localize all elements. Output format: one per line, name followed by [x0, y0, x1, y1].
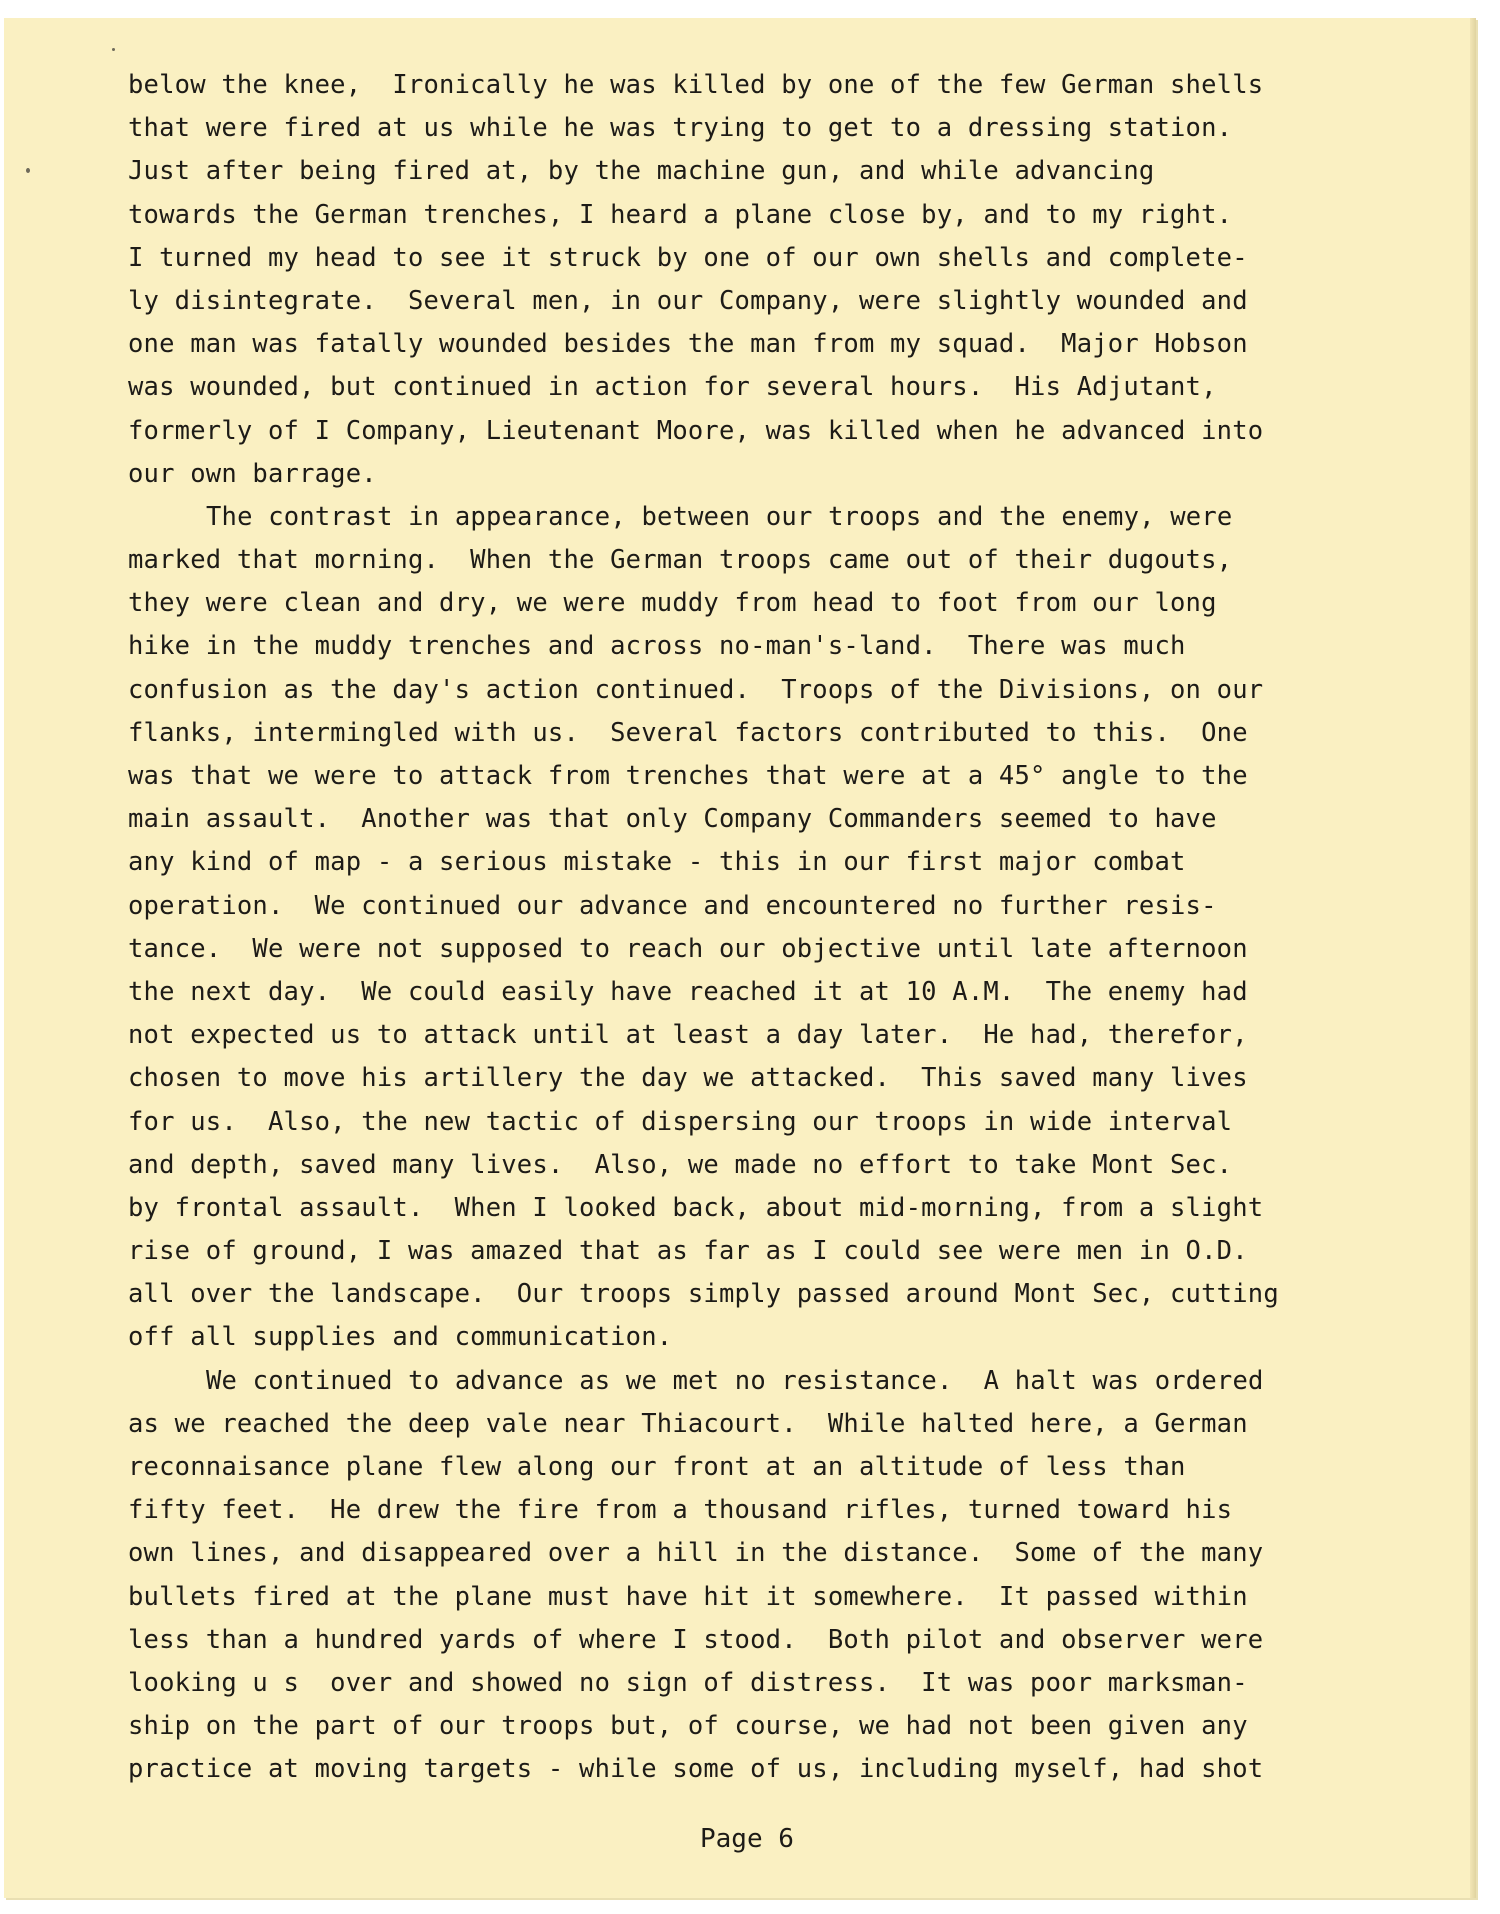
text-line: Just after being fired at, by the machine gun, and while advancing — [128, 156, 1155, 187]
text-line: was that we were to attack from trenches that were at a 45° angle to the — [128, 761, 1248, 791]
text-line: flanks, intermingled with us. Several factors contributed to this. One — [128, 717, 1248, 748]
text-line: towards the German trenches, I heard a plane close by, and to my right. — [128, 199, 1233, 230]
text-line: confusion as the day's action continued. Troops of the Divisions, on our — [128, 674, 1264, 705]
text-line: all over the landscape. Our troops simply passed around Mont Sec, cutting — [128, 1279, 1279, 1310]
text-line: operation. We continued our advance and encountered no further resis- — [128, 890, 1217, 921]
text-line: fifty feet. He drew the fire from a thousand rifles, turned toward his — [128, 1495, 1233, 1526]
text-line: ly disintegrate. Several men, in our Company, were slightly wounded and — [128, 285, 1248, 316]
text-line: hike in the muddy trenches and across no-man's-land. There was much — [128, 631, 1186, 662]
text-line: The contrast in appearance, between our troops and the enemy, were — [206, 501, 1233, 532]
text-line: ship on the part of our troops but, of course, we had not been given any — [128, 1711, 1248, 1742]
text-line: one man was fatally wounded besides the man from my squad. Major Hobson — [128, 329, 1248, 360]
text-line: and depth, saved many lives. Also, we made no effort to take Mont Sec. — [128, 1149, 1233, 1180]
text-line: as we reached the deep vale near Thiacourt. While halted here, a German — [128, 1408, 1248, 1439]
text-line: marked that morning. When the German troops came out of their dugouts, — [128, 545, 1233, 576]
text-line: reconnaisance plane flew along our front at an altitude of less than — [128, 1452, 1186, 1482]
text-line: any kind of map - a serious mistake - this in our first major combat — [128, 847, 1186, 878]
text-line: formerly of I Company, Lieutenant Moore, was killed when he advanced into — [128, 415, 1264, 446]
text-line: looking u s over and showed no sign of distress. It was poor marksman- — [128, 1667, 1248, 1698]
paragraph — [128, 496, 1438, 1360]
paragraph — [128, 64, 1438, 496]
text-line: chosen to move his artillery the day we attacked. This saved many lives — [128, 1063, 1248, 1094]
text-line: that were fired at us while he was trying to get to a dressing station. — [128, 113, 1233, 144]
text-line: bullets fired at the plane must have hit it somewhere. It passed within — [128, 1581, 1248, 1612]
text-line: practice at moving targets - while some of us, including myself, had shot — [128, 1754, 1264, 1785]
text-line: off all supplies and communication. — [128, 1322, 673, 1353]
text-line: main assault. Another was that only Company Commanders seemed to have — [128, 804, 1217, 835]
text-line: own lines, and disappeared over a hill in the distance. Some of the many — [128, 1538, 1264, 1569]
paragraph — [128, 1360, 1438, 1792]
text-line: not expected us to attack until at least a day later. He had, therefor, — [128, 1020, 1248, 1051]
ink-speck — [26, 168, 30, 173]
text-line: they were clean and dry, we were muddy from head to foot from our long — [128, 588, 1217, 619]
text-line: the next day. We could easily have reached it at 10 A.M. The enemy had — [128, 976, 1248, 1007]
text-line: I turned my head to see it struck by one of our own shells and complete- — [128, 242, 1248, 273]
text-line: for us. Also, the new tactic of dispersing our troops in wide interval — [128, 1106, 1233, 1137]
paper-edge — [1470, 18, 1476, 1898]
text-line: by frontal assault. When I looked back, about mid-morning, from a slight — [128, 1192, 1264, 1223]
text-line: was wounded, but continued in action for several hours. His Adjutant, — [128, 372, 1217, 403]
document-body — [128, 64, 1438, 1792]
text-line: We continued to advance as we met no resistance. A halt was ordered — [206, 1365, 1264, 1396]
text-line: rise of ground, I was amazed that as far as I could see were men in O.D. — [128, 1236, 1248, 1267]
text-line: tance. We were not supposed to reach our objective until late afternoon — [128, 933, 1248, 964]
text-line: less than a hundred yards of where I stood. Both pilot and observer were — [128, 1624, 1264, 1655]
ink-speck — [112, 48, 115, 51]
page-number: Page 6 — [700, 1824, 794, 1854]
text-line: below the knee, Ironically he was killed by one of the few German shells — [128, 70, 1264, 100]
text-line: our own barrage. — [128, 458, 377, 489]
